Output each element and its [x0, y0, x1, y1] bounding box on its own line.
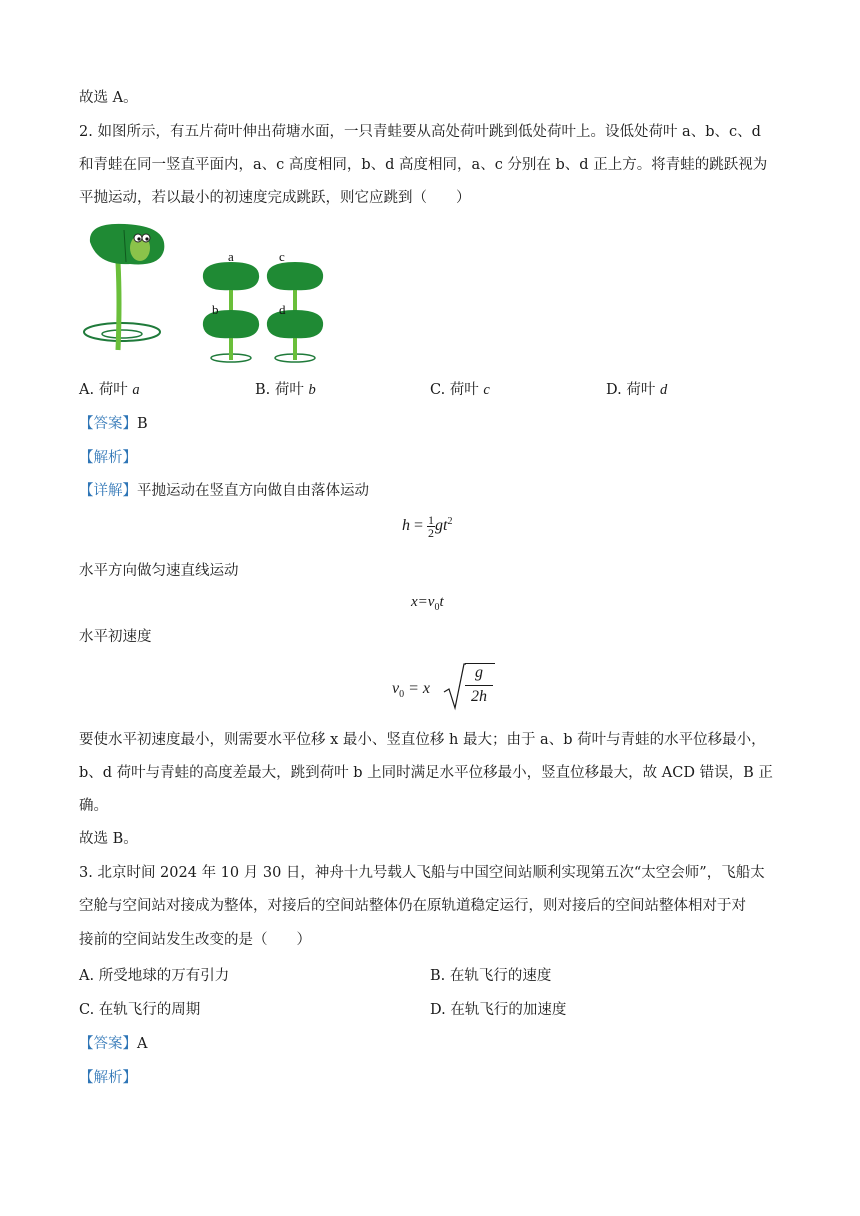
- prev-conclusion: 故选 A。: [79, 90, 138, 106]
- q2-detail-1: 【详解】平抛运动在竖直方向做自由落体运动: [79, 483, 369, 499]
- q2-stem-line-1: 2. 如图所示，有五片荷叶伸出荷塘水面，一只青蛙要从高处荷叶跳到低处荷叶上。设低处荷叶 a、b、c、d: [79, 124, 761, 140]
- q2-option-c: C. 荷叶 c: [430, 382, 490, 398]
- q3-analysis-tag: 【解析】: [79, 1070, 137, 1086]
- q2-option-b: B. 荷叶 b: [255, 382, 316, 398]
- leaf-label-a: a: [228, 249, 234, 264]
- q2-analysis-tag: 【解析】: [79, 450, 137, 466]
- q2-option-d: D. 荷叶 d: [606, 382, 668, 398]
- sqrt-sign: [442, 662, 466, 712]
- q2-option-a: A. 荷叶 a: [79, 382, 140, 398]
- q2-stem-line-3: 平抛运动，若以最小的初速度完成跳跃，则它应跳到（ ）: [79, 190, 471, 206]
- four-leaves-figure: [195, 248, 330, 366]
- q2-para-line-1: 要使水平初速度最小，则需要水平位移 x 最小、竖直位移 h 最大；由于 a、b 荷叶与青蛙的水平位移最小，: [79, 732, 766, 748]
- q3-stem-line-1: 3. 北京时间 2024 年 10 月 30 日，神舟十九号载人飞船与中国空间站顺利实现第五次“太空会师”，飞船太: [79, 865, 765, 881]
- q2-detail-2: 水平方向做匀速直线运动: [79, 563, 239, 579]
- q2-para-line-2: b、d 荷叶与青蛙的高度差最大，跳到荷叶 b 上同时满足水平位移最小，竖直位移最大，故 ACD 错误，B 正: [79, 765, 773, 781]
- q2-detail-3: 水平初速度: [79, 629, 152, 645]
- q3-option-c: C. 在轨飞行的周期: [79, 1002, 201, 1018]
- q3-stem-line-2: 空舱与空间站对接成为整体，对接后的空间站整体仍在原轨道稳定运行，则对接后的空间站整体相对于对: [79, 898, 746, 914]
- q2-stem-line-2: 和青蛙在同一竖直平面内，a、c 高度相同，b、d 高度相同，a、c 分别在 b、d 正上方。将青蛙的跳跃视为: [79, 157, 768, 173]
- document-page: 故选 A。 2. 如图所示，有五片荷叶伸出荷塘水面，一只青蛙要从高处荷叶跳到低处荷叶上。设低处荷叶 a、b、c、d 和青蛙在同一竖直平面内，a、c 高度相同，b、d 高度相同，a、c 分别在 b、d 正上方。将青蛙的跳跃视为 平抛运动，若以最小的初速度完成跳跃，则它应跳到（ ） a b c d A. 荷叶 a B. 荷叶 b C. 荷叶 c D. 荷叶 d 【答案】B 【解析】 【详解】平抛运动在竖直方向做自由落体运动 h = $\frac{1}{2}$ $gt^2$ 水平方向做匀速直线运动 $x=v_0t$ 水平初速度 $v_0 = x$ g 2h 要使水平初速度最小，则需要水平位移 x 最小、竖直位移 h 最大；由于 a、b 荷叶与青蛙的水平位移最小， b、d 荷叶与青蛙的高度差最大，跳到荷叶 b 上同时满足水平位移最小，竖直位移最大，故 ACD 错误，B 正 确。 故选 B。 3. 北京时间 2024 年 10 月 30 日，神舟十九号载人飞船与中国空间站顺利实现第五次“太空会师”，飞船太 空舱与空间站对接成为整体，对接后的空间站整体仍在原轨道稳定运行，则对接后的空间站整体相对于对 接前的空间站发生改变的是（ ） A. 所受地球的万有引力 B. 在轨飞行的速度 C. 在轨飞行的周期 D. 在轨飞行的加速度 【答案】A 【解析】: [79, 90, 773, 1086]
- q2-answer: 【答案】B: [79, 416, 148, 432]
- equation-free-fall: h = $\frac{1}{2}$ $gt^2$: [402, 513, 453, 540]
- leaf-label-b: b: [212, 302, 219, 317]
- q2-conclusion: 故选 B。: [79, 831, 138, 847]
- leaf-label-d: d: [279, 302, 286, 317]
- q3-stem-line-3: 接前的空间站发生改变的是（ ）: [79, 932, 311, 948]
- q3-option-d: D. 在轨飞行的加速度: [430, 1002, 567, 1018]
- q3-answer: 【答案】A: [79, 1036, 148, 1052]
- q3-option-b: B. 在轨飞行的速度: [430, 968, 552, 984]
- frog-leaf-figure: [80, 222, 185, 362]
- q2-para-line-3: 确。: [79, 798, 108, 814]
- q3-option-a: A. 所受地球的万有引力: [79, 968, 230, 984]
- equation-horizontal: $x=v_0t$: [411, 594, 444, 613]
- leaf-label-c: c: [279, 249, 285, 264]
